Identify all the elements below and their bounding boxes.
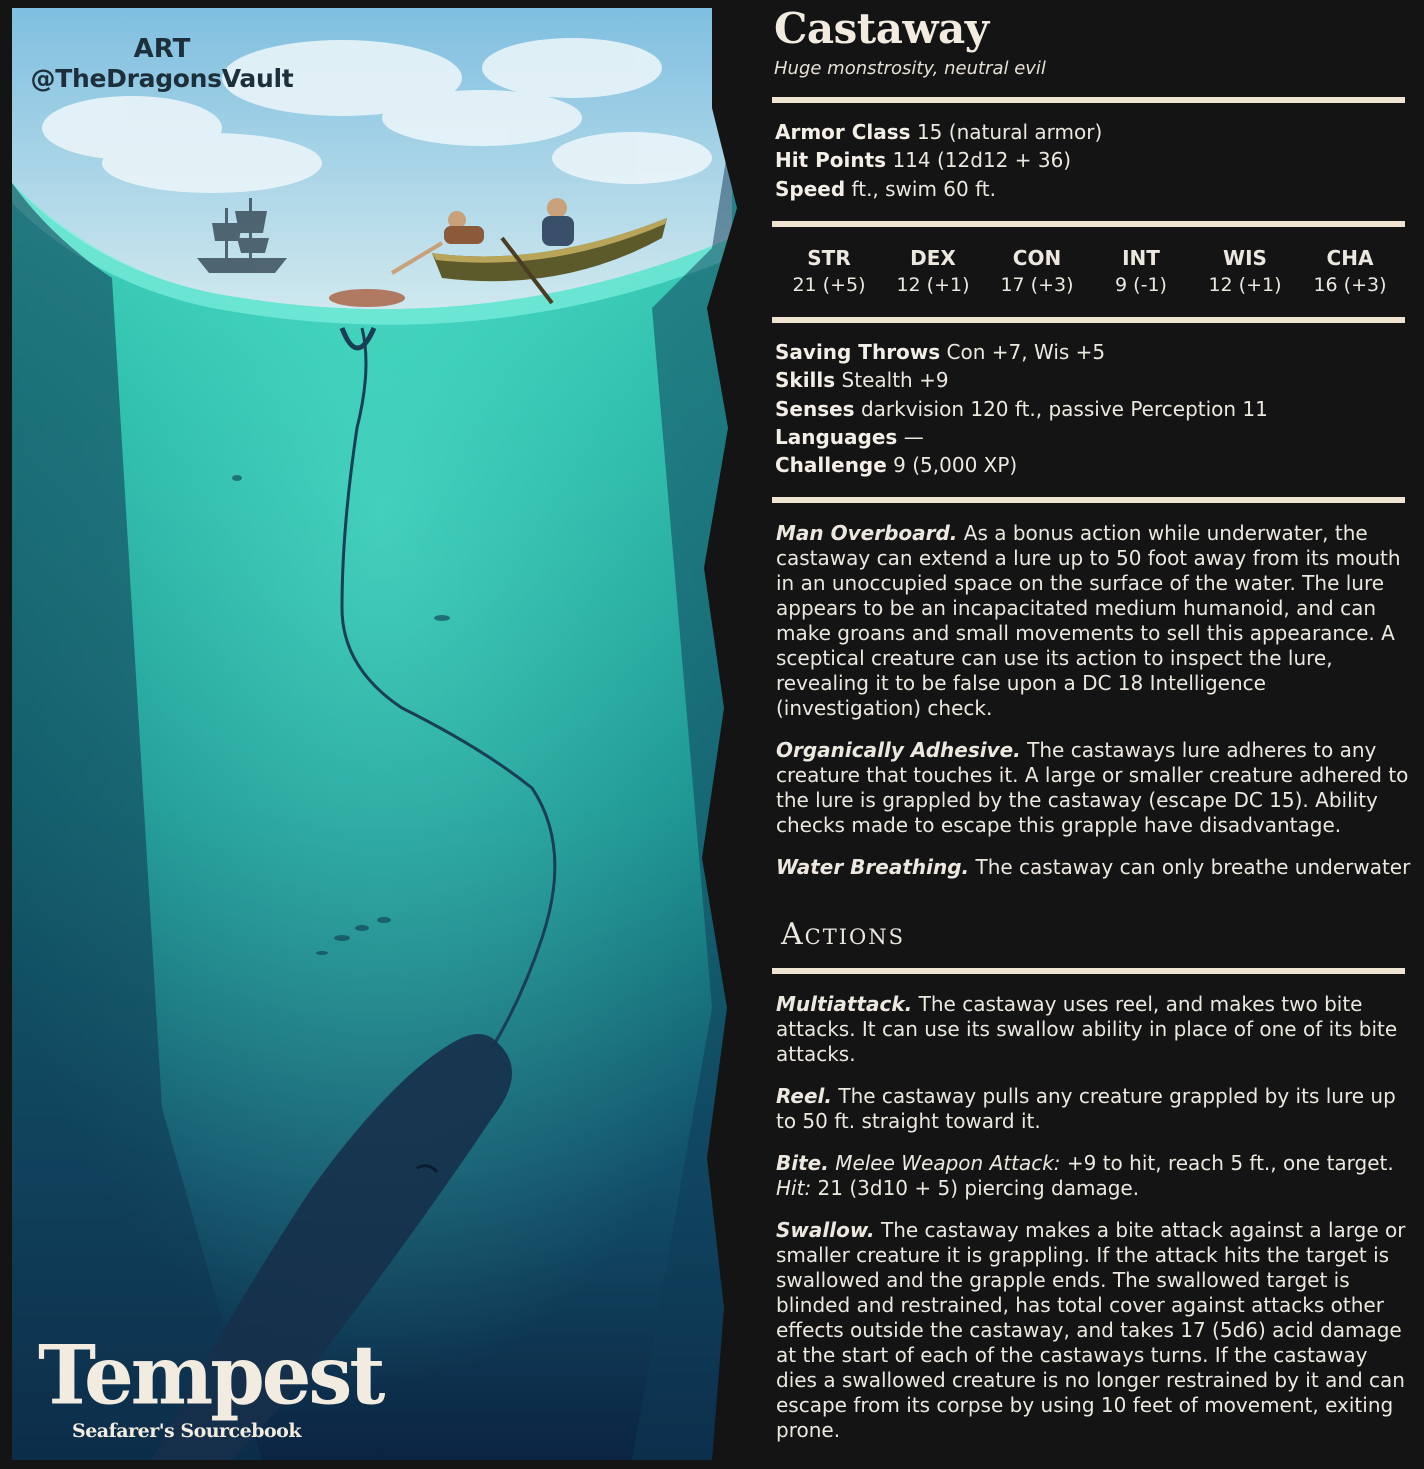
languages-label: Languages — [775, 425, 898, 449]
tempest-logo — [32, 1327, 383, 1451]
action-text: The castaway pulls any creature grappled by its lure up to 50 ft. straight toward it. — [776, 1084, 1396, 1133]
action-bite — [776, 1151, 1412, 1201]
saving-throws-value: Con +7, Wis +5 — [946, 340, 1106, 364]
armor-class-value: 15 (natural armor) — [916, 120, 1103, 144]
action-text: The castaway uses reel, and makes two bite attacks. It can use its swallow ability in place of one of its bite attacks. — [776, 992, 1398, 1066]
hit-points-label: Hit Points — [775, 148, 887, 172]
senses-label: Senses — [775, 397, 855, 421]
action-text: The castaway makes a bite attack against a large or smaller creature it is grappling. If the attack hits the target is swallowed and the grapple ends. The swallowed target is blinded and restrained, has total cover against attacks other effects outside the castaway, and takes 17 (5d6) acid damage at the start of each of the castaways turns. If the castaway dies a swallowed creature is no longer restrained by it and can escape from its corpse by using 10 feet of movement, exiting prone. — [776, 1218, 1406, 1442]
ability-name: DEX — [910, 246, 956, 270]
trait-text: As a bonus action while underwater, the castaway can extend a lure up to 50 foot away from its mouth in an unoccupied space on the surface of the water. The lure appears to be an incapacitated medium humanoid, and can make groans and small movements to sell this appearance. A sceptical creature can use its action to inspect the lure, revealing it to be false upon a DC 18 Intelligence (investigation) check. — [776, 521, 1401, 720]
divider — [772, 968, 1405, 974]
credit-label: ART — [133, 34, 191, 64]
action-reel — [776, 1084, 1412, 1134]
ability-score: 17 (+3) — [1000, 274, 1074, 296]
illustration — [12, 8, 750, 1460]
action-name: Bite. — [776, 1151, 829, 1175]
ability-name: CON — [1012, 246, 1062, 270]
monster-type: Huge monstrosity, neutral evil — [774, 58, 1046, 79]
hit-points-value: 114 (12d12 + 36) — [892, 148, 1072, 172]
action-text: +9 to hit, reach 5 ft., one target. — [1066, 1151, 1394, 1175]
hit-points-line — [775, 148, 1071, 172]
armor-class-label: Armor Class — [775, 120, 911, 144]
action-name: Swallow. — [776, 1218, 875, 1242]
trait-name: Water Breathing. — [776, 855, 970, 879]
trait-name: Man Overboard. — [776, 521, 958, 545]
challenge-label: Challenge — [775, 453, 887, 477]
armor-class-line — [775, 120, 1102, 144]
trait-text: The castaways lure adheres to any creature that touches it. A large or smaller creature adhered to the lure is grappled by the castaway (escape DC 15). Ability checks made to escape this grapple have disadvantage. — [776, 738, 1409, 837]
senses-value: darkvision 120 ft., passive Perception 11 — [860, 397, 1268, 421]
divider — [772, 97, 1405, 103]
ability-name: CHA — [1326, 246, 1374, 270]
skills-label: Skills — [775, 368, 836, 392]
ability-score: 9 (-1) — [1115, 274, 1167, 296]
logo-subtitle: Seafarer's Sourcebook — [72, 1420, 302, 1442]
actions-heading: Actions — [781, 917, 906, 952]
divider — [772, 497, 1405, 503]
speed-line — [775, 177, 996, 201]
ability-name: STR — [807, 246, 851, 270]
languages-value: — — [903, 425, 924, 449]
ability-score: 21 (+5) — [792, 274, 866, 296]
ability-score: 12 (+1) — [1208, 274, 1282, 296]
speed-value: ft., swim 60 ft. — [851, 177, 997, 201]
divider — [772, 317, 1405, 323]
challenge-line — [775, 453, 1017, 477]
trait-water-breathing — [776, 855, 1412, 880]
logo-title: Tempest — [38, 1327, 383, 1424]
action-swallow — [776, 1218, 1412, 1443]
trait-text: The castaway can only breathe underwater — [975, 855, 1411, 879]
skills-value: Stealth +9 — [841, 368, 949, 392]
attack-type: Melee Weapon Attack: — [835, 1151, 1061, 1175]
action-multiattack — [776, 992, 1412, 1067]
ability-cha — [1295, 246, 1405, 296]
languages-line — [775, 425, 924, 449]
senses-line — [775, 397, 1268, 421]
ability-int — [1086, 246, 1196, 296]
ability-dex — [878, 246, 988, 296]
action-name: Multiattack. — [776, 992, 913, 1016]
saving-throws-label: Saving Throws — [775, 340, 941, 364]
ability-name: WIS — [1223, 246, 1267, 270]
monster-name: Castaway — [774, 4, 989, 53]
ability-score: 12 (+1) — [896, 274, 970, 296]
speed-label: Speed — [775, 177, 846, 201]
ability-con — [982, 246, 1092, 296]
saving-throws-line — [775, 340, 1105, 364]
hit-label: Hit: — [776, 1176, 812, 1200]
trait-name: Organically Adhesive. — [776, 738, 1021, 762]
credit-handle: @TheDragonsVault — [30, 64, 294, 93]
skills-line — [775, 368, 949, 392]
ability-name: INT — [1122, 246, 1160, 270]
ability-score: 16 (+3) — [1313, 274, 1387, 296]
art-panel — [12, 8, 750, 1460]
challenge-value: 9 (5,000 XP) — [893, 453, 1018, 477]
ability-str — [774, 246, 884, 296]
action-name: Reel. — [776, 1084, 832, 1108]
divider — [772, 221, 1405, 227]
art-credit — [12, 34, 312, 94]
hit-text: 21 (3d10 + 5) piercing damage. — [817, 1176, 1140, 1200]
trait-organically-adhesive — [776, 738, 1412, 838]
ability-wis — [1190, 246, 1300, 296]
trait-man-overboard — [776, 521, 1412, 721]
